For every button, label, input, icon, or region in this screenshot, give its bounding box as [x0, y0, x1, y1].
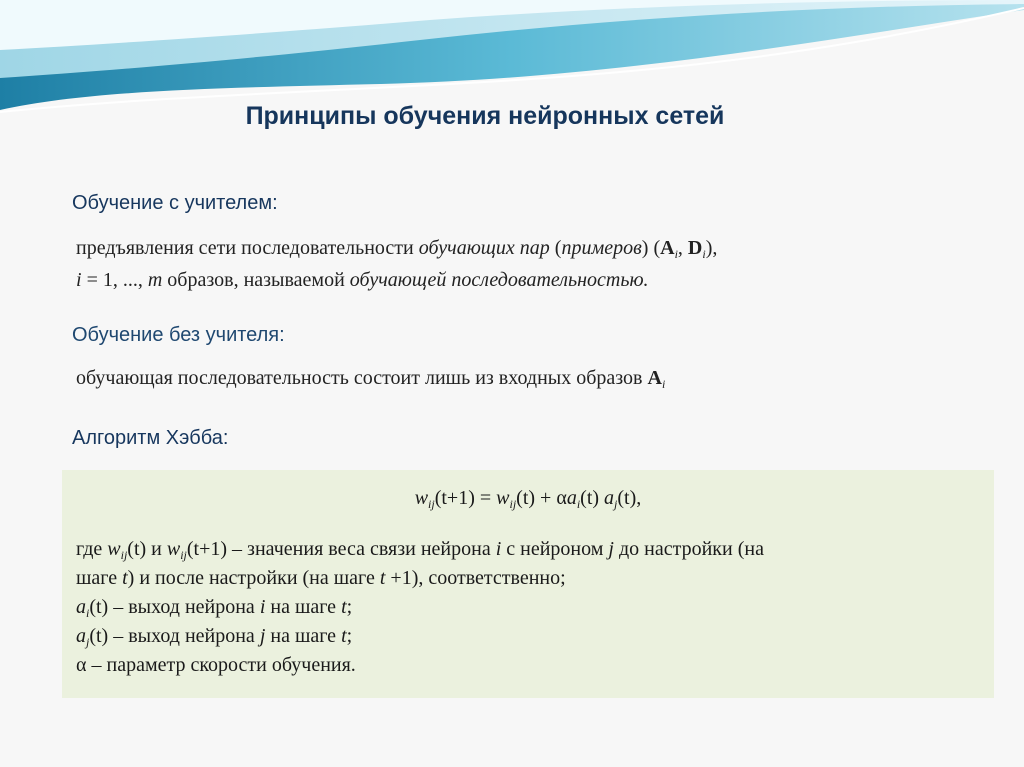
heading-supervised: Обучение с учителем: — [72, 192, 278, 214]
hebb-formula-box — [62, 470, 994, 698]
supervised-description: предъявления сети последовательности обучающих пар (примеров) ($A_i$, $D_i$), i = 1, ..., m образов, называемой обучающей последовательностью. — [76, 237, 718, 291]
hebb-desc-line-1: где $w_{ij}(t)$ и $w_{ij}(t+1)$ – значения веса связи нейрона i с нейроном j до настройки (на — [76, 538, 764, 562]
hebb-desc-line-5: α – параметр скорости обучения. — [76, 654, 356, 676]
hebb-formula: $w_{ij}(t+1) = w_{ij}(t) + \alpha a_i(t)$ $a_j(t)$, — [414, 487, 642, 511]
hebb-desc-line-4: $a_j(t)$ – выход нейрона j на шаге t; — [76, 625, 353, 649]
slide-title: Принципы обучения нейронных сетей — [245, 102, 725, 130]
hebb-desc-line-2: шаге t) и после настройки (на шаге t +1), соответственно; — [76, 567, 566, 589]
unsupervised-description: обучающая последовательность состоит лишь из входных образов $A_i$ — [76, 367, 666, 391]
hebb-desc-line-3: $a_i(t)$ – выход нейрона i на шаге t; — [76, 596, 353, 620]
heading-hebb: Алгоритм Хэбба: — [72, 427, 229, 449]
heading-unsupervised: Обучение без учителя: — [72, 324, 285, 346]
